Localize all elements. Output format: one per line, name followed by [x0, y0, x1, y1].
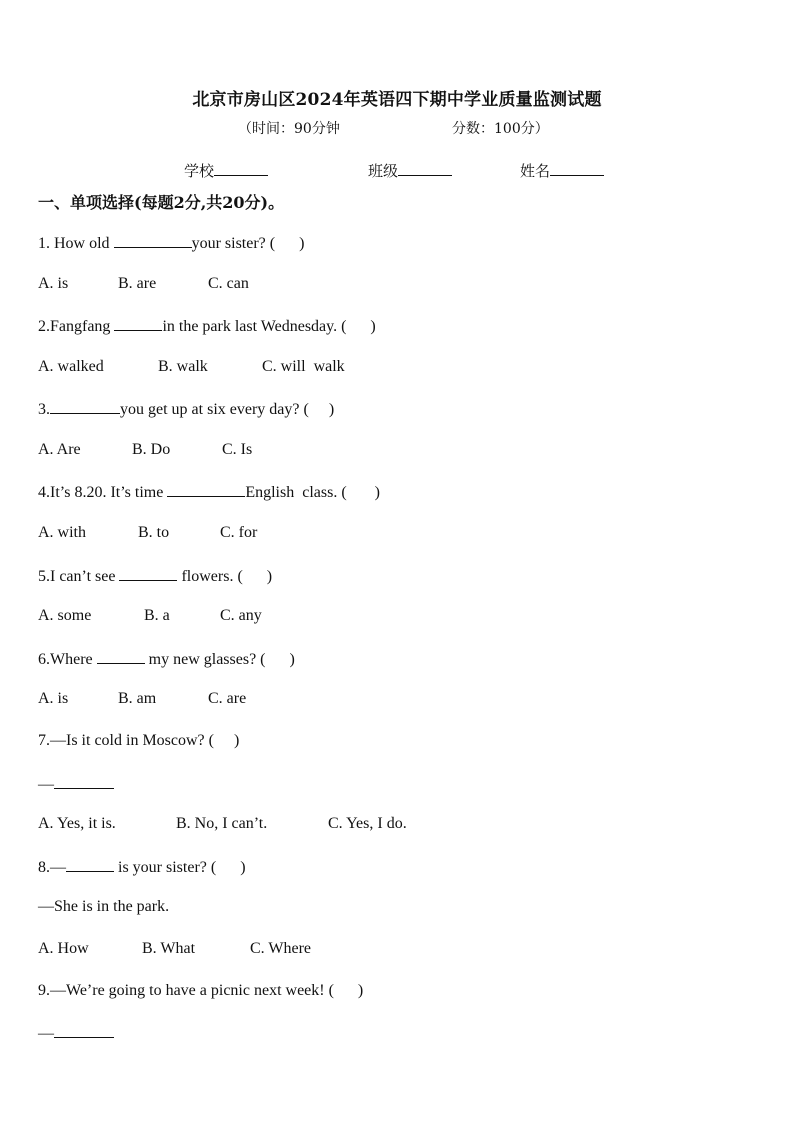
question-8-options [38, 940, 311, 958]
question-6-options [38, 690, 246, 708]
option-c: C. will walk [262, 358, 345, 375]
answer-blank [54, 774, 114, 789]
answer-blank [50, 399, 120, 414]
option-c: C. can [208, 275, 249, 292]
option-b: B. are [118, 275, 157, 292]
answer-blank [54, 1023, 114, 1038]
option-a: A. is [38, 690, 69, 707]
answer-blank [114, 233, 192, 248]
name-blank [550, 161, 604, 176]
option-b: B. Do [132, 441, 171, 458]
option-c: C. Yes, I do. [328, 815, 407, 832]
option-a: A. How [38, 940, 89, 957]
question-5: 5.I can’t see flowers. ( ) [38, 568, 273, 585]
option-b: B. No, I can’t. [176, 815, 268, 832]
question-3-options [38, 441, 252, 459]
option-c: C. any [220, 607, 262, 624]
name-field [520, 160, 604, 181]
question-9: 9.—We’re going to have a picnic next week! ( ) [38, 982, 364, 999]
school-blank [214, 161, 268, 176]
question-1-options [38, 275, 249, 293]
option-c: C. Is [222, 441, 253, 458]
question-7-options [38, 815, 407, 833]
answer-blank [66, 857, 114, 872]
question-6: 6.Where my new glasses? ( ) [38, 651, 295, 668]
option-a: A. is [38, 275, 69, 292]
question-8: 8.— is your sister? ( ) [38, 859, 246, 876]
option-a: A. with [38, 524, 86, 541]
option-c: C. for [220, 524, 258, 541]
option-c: C. are [208, 690, 247, 707]
option-b: B. walk [158, 358, 208, 375]
question-9-reply: — [38, 1023, 114, 1043]
answer-blank [114, 316, 162, 331]
exam-score: 分数：100分） [452, 121, 549, 137]
question-4-options [38, 524, 257, 542]
option-a: A. Are [38, 441, 81, 458]
exam-time: （时间：90分钟 [238, 121, 340, 137]
question-2-options [38, 358, 345, 376]
option-c: C. Where [250, 940, 312, 957]
section-heading: 一、单项选择(每题2分,共20分)。 [38, 193, 285, 212]
question-2: 2.Fangfang in the park last Wednesday. ( ) [38, 318, 376, 335]
name-label: 姓名 [520, 162, 551, 180]
exam-title: 北京市房山区2024年英语四下期中学业质量监测试题 [192, 90, 602, 110]
question-8-reply: —She is in the park. [38, 898, 170, 915]
school-label: 学校 [184, 162, 215, 180]
option-a: A. Yes, it is. [38, 815, 116, 832]
option-a: A. some [38, 607, 92, 624]
school-field [184, 160, 268, 181]
answer-blank [97, 649, 145, 664]
class-label: 班级 [368, 162, 399, 180]
answer-blank [167, 482, 245, 497]
question-1: 1. How old your sister? ( ) [38, 235, 305, 252]
question-3: 3. you get up at six every day? ( ) [38, 401, 335, 418]
option-b: B. am [118, 690, 157, 707]
question-7-reply: — [38, 774, 114, 794]
class-field [368, 160, 452, 181]
question-5-options [38, 607, 262, 625]
option-b: B. a [144, 607, 170, 624]
option-a: A. walked [38, 358, 104, 375]
answer-blank [119, 566, 177, 581]
option-b: B. to [138, 524, 170, 541]
question-7: 7.—Is it cold in Moscow? ( ) [38, 732, 240, 749]
option-b: B. What [142, 940, 196, 957]
class-blank [398, 161, 452, 176]
question-4: 4.It’s 8.20. It’s time English class. ( ) [38, 484, 380, 501]
